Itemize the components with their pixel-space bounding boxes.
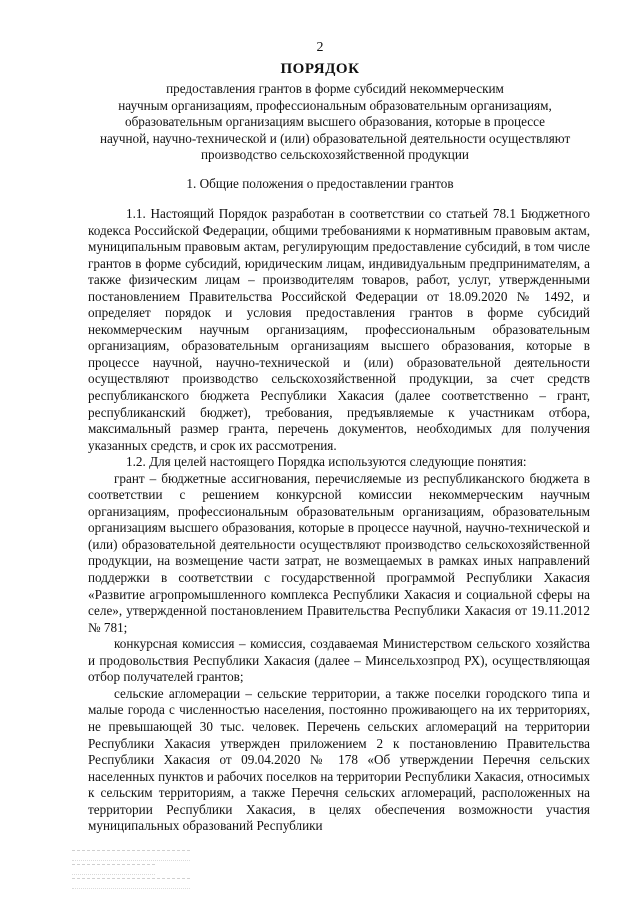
definition-commission: конкурсная комиссия – комиссия, создаваемая Министерством сельского хозяйства и продовольствия Республики Хакасия (далее – Минсельхозпрод РХ), осуществляющая отбор получателей грантов; bbox=[88, 636, 590, 685]
subtitle-line: производство сельскохозяйственной продукции bbox=[201, 147, 469, 163]
document-title: ПОРЯДОК bbox=[280, 61, 360, 77]
page-number: 2 bbox=[316, 40, 324, 55]
registration-stamp bbox=[72, 847, 190, 891]
definition-grant: грант – бюджетные ассигнования, перечисляемые из республиканского бюджета в соответствии с решением конкурсной комиссии некоммерческим научным организациям, профессиональным образовательным организациям, образовательным организациям высшего образования, которые в процессе научной, научно-технической и (или) образовательной деятельности осуществляют производство сельскохозяйственной продукции, на возмещение части затрат, не возмещаемых в рамках иных направлений поддержки в соответствии с государственной программой Республики Хакасия «Развитие агропромышленного комплекса Республики Хакасия и социальной сферы на селе», утвержденной постановлением Правительства Республики Хакасия от 19.11.2012 № 781; bbox=[88, 470, 590, 635]
subtitle-line: образовательным организациям высшего образования, которые в процессе bbox=[124, 114, 545, 130]
subtitle-line: научным организациям, профессиональным образовательным организациям, bbox=[118, 97, 552, 113]
section-heading: 1. Общие положения о предоставлении грантов bbox=[186, 176, 454, 191]
subtitle-line: предоставления грантов в форме субсидий некоммерческим bbox=[166, 81, 504, 96]
paragraph-1-1: 1.1. Настоящий Порядок разработан в соответствии со статьей 78.1 Бюджетного кодекса Российской Федерации, общими требованиями к нормативным правовым актам, муниципальным правовым актам, регулирующим предоставление субсидий, в том числе грантов в форме субсидий, юридическим лицам, индивидуальным предпринимателям, а также физическим лицам – производителям товаров, работ, услуг, утвержденными постановлением Правительства Российской Федерации от 18.09.2020 № 1492, и определяет порядок и условия предоставления грантов в форме субсидий некоммерческим научным организациям, профессиональным образовательным организациям, образовательным организациям высшего образования, которые в процессе научной, научно-технической и (или) образовательной деятельности осуществляют производство сельскохозяйственной продукции, за счет средств республиканского бюджета Республики Хакасия (далее соответственно – грант, республиканский бюджет), требования, предъявляемые к участникам отбора, максимальный размер гранта, перечень документов, необходимых для получения указанных средств, и срок их рассмотрения. bbox=[88, 206, 590, 453]
document-subtitle bbox=[100, 81, 570, 164]
definition-agglomerations: сельские агломерации – сельские территории, а также поселки городского типа и малые города с численностью населения, постоянно проживающего на их территориях, не превышающей 30 тыс. человек. Перечень сельских агломераций на территории Республики Хакасия утвержден приложением 2 к постановлению Правительства Республики Хакасия от 09.04.2020 № 178 «Об утверждении Перечня сельских населенных пунктов и рабочих поселков на территории Республики Хакасия, относимых к сельским территориям, а также Перечня сельских агломераций, расположенных на территории Республики Хакасия, в целях обеспечения возможности участия муниципальных образований Республики bbox=[88, 685, 590, 834]
subtitle-line: научной, научно-технической и (или) образовательной деятельности осуществляют bbox=[100, 130, 571, 146]
document-body bbox=[88, 206, 590, 835]
paragraph-1-2: 1.2. Для целей настоящего Порядка используются следующие понятия: bbox=[126, 454, 527, 470]
